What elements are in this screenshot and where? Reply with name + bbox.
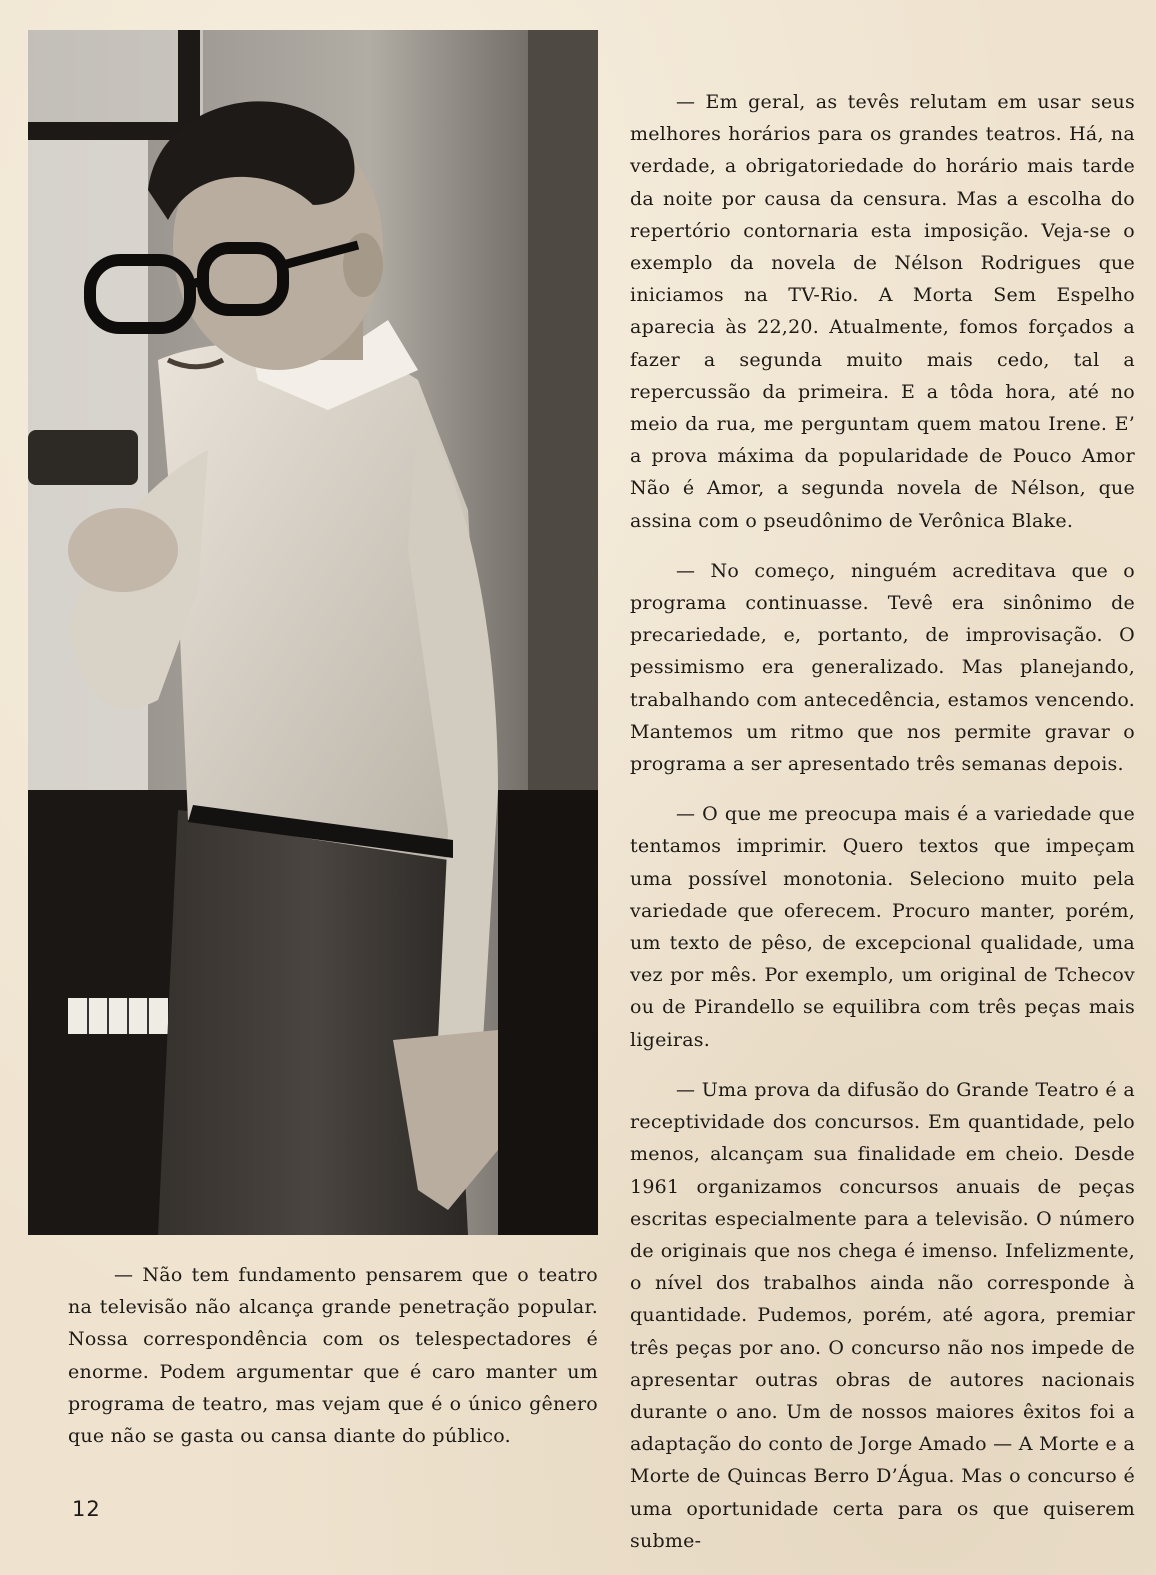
page-number: 12 — [72, 1497, 101, 1521]
man-with-glasses-photo — [28, 30, 598, 1235]
article-column-left — [68, 1259, 598, 1452]
paragraph: — Não tem fundamento pensarem que o teatro na televisão não alcança grande penetração popular. Nossa correspondência com os telespectadores é enorme. Podem argumentar que é caro manter um programa de teatro, mas vejam que é o único gênero que não se gasta ou cansa diante do público. — [68, 1264, 598, 1448]
article-column-right — [630, 86, 1135, 1557]
paragraph: — O que me preocupa mais é a variedade que tentamos imprimir. Quero textos que impeçam uma possível monotonia. Seleciono muito pela variedade que oferecem. Procuro manter, porém, um texto de pêso, de excepcional qualidade, uma vez por mês. Por exemplo, um original de Tchecov ou de Pirandello se equilibra com três peças mais ligeiras. — [630, 803, 1135, 1051]
paragraph: — No começo, ninguém acreditava que o programa continuasse. Tevê era sinônimo de precariedade, e, portanto, de improvisação. O pessimismo era generalizado. Mas planejando, trabalhando com antecedência, estamos vencendo. Mantemos um ritmo que nos permite gravar o programa a ser apresentado três semanas depois. — [630, 559, 1135, 776]
paragraph: — Uma prova da difusão do Grande Teatro é a receptividade dos concursos. Em quantidade, pelo menos, alcançam sua finalidade em cheio. Desde 1961 organizamos concursos anuais de peças escritas especialmente para a televisão. O número de originais que nos chega é imenso. Infelizmente, o nível dos trabalhos ainda não corresponde à quantidade. Pudemos, porém, até agora, premiar três peças por ano. O concurso não nos impede de apresentar outras obras de autores nacionais durante o ano. Um de nossos maiores êxitos foi a adaptação do conto de Jorge Amado — A Morte e a Morte de Quincas Berro D’Água. Mas o concurso é uma oportunidade certa para os que quiserem subme- — [630, 1078, 1135, 1552]
photo-illustration — [28, 30, 598, 1235]
paragraph: — Em geral, as tevês relutam em usar seus melhores horários para os grandes teatros. Há, na verdade, a obrigatoriedade do horário mais tarde da noite por causa da censura. Mas a escolha do repertório contornaria esta imposição. Veja-se o exemplo da novela de Nélson Rodrigues que iniciamos na TV-Rio. A Morta Sem Espelho aparecia às 22,20. Atualmente, fomos forçados a fazer a segunda muito mais cedo, tal a repercussão da primeira. E a tôda hora, até no meio da rua, me perguntam quem matou Irene. E’ a prova máxima da popularidade de Pouco Amor Não é Amor, a segunda novela de Nélson, que assina com o pseudônimo de Verônica Blake. — [630, 91, 1135, 532]
